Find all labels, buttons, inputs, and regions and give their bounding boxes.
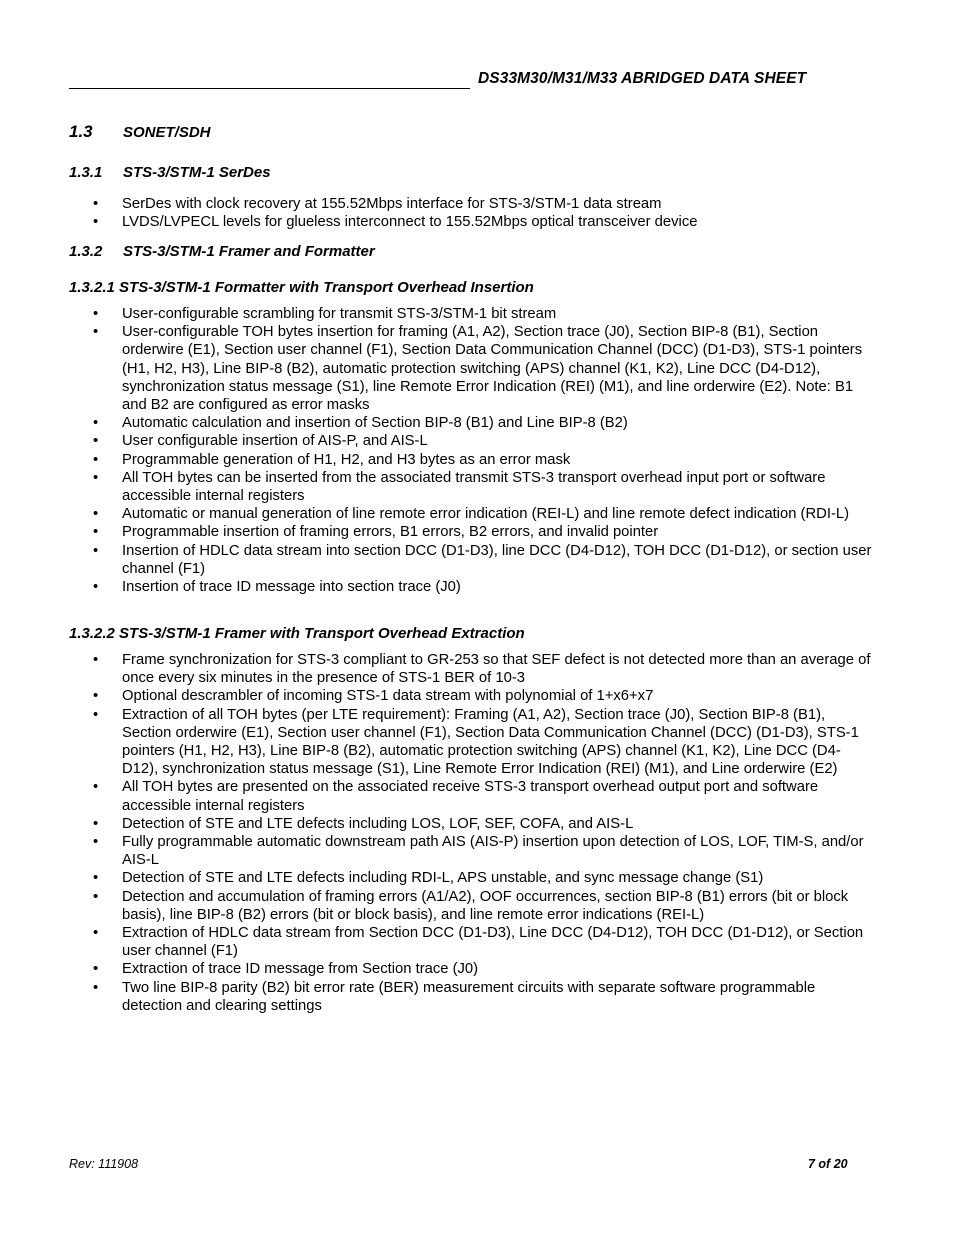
- list-item-text: Programmable generation of H1, H2, and H3 bytes as an error mask: [122, 451, 571, 468]
- bullet-icon: •: [93, 506, 99, 523]
- list-item: [93, 505, 873, 523]
- list-item-text: All TOH bytes are presented on the associated receive STS-3 transport overhead output port and software accessible internal registers: [122, 779, 819, 814]
- header-rule: [69, 88, 470, 89]
- list-item: [93, 815, 873, 833]
- section-title: SONET/SDH: [123, 124, 211, 141]
- list-item-text: LVDS/LVPECL levels for glueless interconnect to 155.52Mbps optical transceiver device: [122, 214, 698, 231]
- bullet-list-formatter: [93, 305, 873, 596]
- bullet-icon: •: [93, 688, 99, 705]
- list-item: [93, 869, 873, 887]
- list-item-text: Fully programmable automatic downstream path AIS (AIS-P) insertion upon detection of LOS, LOF, TIM-S, and/or AIS-L: [122, 834, 864, 869]
- bullet-icon: •: [93, 524, 99, 541]
- bullet-icon: •: [93, 214, 99, 231]
- list-item: [93, 432, 873, 450]
- list-item: [93, 924, 873, 960]
- section-number: 1.3.2: [69, 243, 103, 260]
- section-number: 1.3: [69, 122, 93, 141]
- list-item-text: Detection of STE and LTE defects including LOS, LOF, SEF, COFA, and AIS-L: [122, 815, 634, 832]
- bullet-icon: •: [93, 779, 99, 796]
- list-item: [93, 523, 873, 541]
- bullet-icon: •: [93, 542, 99, 559]
- bullet-icon: •: [93, 961, 99, 978]
- list-item-text: Programmable insertion of framing errors, B1 errors, B2 errors, and invalid pointer: [122, 524, 659, 541]
- bullet-icon: •: [93, 579, 99, 596]
- list-item: [93, 414, 873, 432]
- bullet-list-serdes: [93, 195, 873, 231]
- list-item-text: User-configurable scrambling for transmit STS-3/STM-1 bit stream: [122, 306, 557, 322]
- list-item: [93, 687, 873, 705]
- list-item-text: Extraction of trace ID message from Section trace (J0): [122, 961, 479, 978]
- bullet-icon: •: [93, 979, 99, 996]
- bullet-icon: •: [93, 469, 99, 486]
- list-item: [93, 888, 873, 924]
- bullet-icon: •: [93, 306, 99, 322]
- list-item-text: User configurable insertion of AIS-P, and AIS-L: [122, 433, 428, 450]
- list-item: [93, 213, 873, 231]
- section-heading-1-3-1: [69, 164, 271, 181]
- list-item: [93, 833, 873, 869]
- page-number: 7 of 20: [808, 1157, 848, 1171]
- list-item-text: Automatic or manual generation of line remote error indication (REI-L) and line remote defect indication (RDI-L): [122, 506, 850, 523]
- bullet-icon: •: [93, 815, 99, 832]
- list-item: [93, 651, 873, 687]
- list-item-text: SerDes with clock recovery at 155.52Mbps interface for STS-3/STM-1 data stream: [122, 196, 662, 212]
- list-item: [93, 195, 873, 213]
- list-item-text: Frame synchronization for STS-3 compliant to GR-253 so that SEF defect is not detected more than an average of once every six minutes in the presence of STS-1 BER of 10-3: [122, 652, 871, 687]
- list-item-text: Two line BIP-8 parity (B2) bit error rate (BER) measurement circuits with separate software programmable detection and clearing settings: [122, 979, 816, 1014]
- list-item-text: Extraction of all TOH bytes (per LTE requirement): Framing (A1, A2), Section trace (J0), Section BIP-8 (B1), Section orderwire (E1), Section user channel (F1), Section Data Communication Channel (DCC) (D1-D3), STS-1 pointers (H1, H2, H3), Line BIP-8 (B2), automatic protection switching (APS) channel (K1, K2), Line DCC (D4-D12), synchronization status message (S1), Line Remote Error Indication (REI) (M1), and Line orderwire (E2): [122, 706, 859, 778]
- revision-label: Rev: 111908: [69, 1157, 139, 1171]
- bullet-icon: •: [93, 870, 99, 887]
- list-item-text: Automatic calculation and insertion of Section BIP-8 (B1) and Line BIP-8 (B2): [122, 415, 628, 432]
- bullet-icon: •: [93, 834, 99, 851]
- bullet-icon: •: [93, 652, 99, 668]
- list-item: [93, 979, 873, 1015]
- list-item: [93, 305, 873, 323]
- list-item: [93, 323, 873, 414]
- list-item-text: Detection and accumulation of framing errors (A1/A2), OOF occurrences, section BIP-8 (B1) errors (bit or block basis), line BIP-8 (B2) errors (bit or block basis), and line remote error indications (REI-L): [122, 888, 849, 923]
- bullet-icon: •: [93, 196, 99, 212]
- list-item-text: Extraction of HDLC data stream from Section DCC (D1-D3), Line DCC (D4-D12), TOH DCC (D1-D12), or Section user channel (F1): [122, 925, 864, 960]
- list-item: [93, 960, 873, 978]
- bullet-icon: •: [93, 324, 99, 341]
- section-number: 1.3.1: [69, 164, 103, 181]
- section-heading-1-3-2-1: 1.3.2.1 STS-3/STM-1 Formatter with Transport Overhead Insertion: [69, 279, 534, 296]
- list-item-text: Detection of STE and LTE defects including RDI-L, APS unstable, and sync message change (S1): [122, 870, 764, 887]
- list-item-text: User-configurable TOH bytes insertion for framing (A1, A2), Section trace (J0), Section BIP-8 (B1), Section orderwire (E1), Section user channel (F1), Section Data Communication Channel (DCC) (D1-D3), STS-1 pointers (H1, H2, H3), Line BIP-8 (B2), automatic protection switching (APS) channel (K1, K2), Line DCC (D4-D12), synchronization status message (S1), line Remote Error Indication (REI) (M1), and line orderwire (E2). Note: B1 and B2 are configured as error masks: [122, 324, 863, 414]
- section-heading-1-3: [69, 122, 211, 142]
- list-item: [93, 578, 873, 596]
- bullet-list-framer: [93, 651, 873, 1015]
- section-title: STS-3/STM-1 SerDes: [123, 164, 271, 181]
- list-item: [93, 469, 873, 505]
- section-heading-1-3-2: [69, 243, 375, 260]
- document-title: DS33M30/M31/M33 ABRIDGED DATA SHEET: [478, 70, 807, 87]
- list-item-text: All TOH bytes can be inserted from the associated transmit STS-3 transport overhead input port or software accessible internal registers: [122, 469, 826, 505]
- bullet-icon: •: [93, 415, 99, 432]
- list-item: [93, 706, 873, 779]
- bullet-icon: •: [93, 706, 99, 723]
- list-item-text: Insertion of trace ID message into section trace (J0): [122, 579, 461, 596]
- list-item-text: Optional descrambler of incoming STS-1 data stream with polynomial of 1+x6+x7: [122, 688, 654, 705]
- bullet-icon: •: [93, 925, 99, 942]
- list-item-text: Insertion of HDLC data stream into section DCC (D1-D3), line DCC (D4-D12), TOH DCC (D1-D12), or section user channel (F1): [122, 542, 872, 577]
- list-item: [93, 451, 873, 469]
- bullet-icon: •: [93, 433, 99, 450]
- bullet-icon: •: [93, 451, 99, 468]
- list-item: [93, 778, 873, 814]
- bullet-icon: •: [93, 888, 99, 905]
- list-item: [93, 542, 873, 578]
- section-title: STS-3/STM-1 Framer and Formatter: [123, 243, 375, 260]
- section-heading-1-3-2-2: 1.3.2.2 STS-3/STM-1 Framer with Transport Overhead Extraction: [69, 625, 525, 642]
